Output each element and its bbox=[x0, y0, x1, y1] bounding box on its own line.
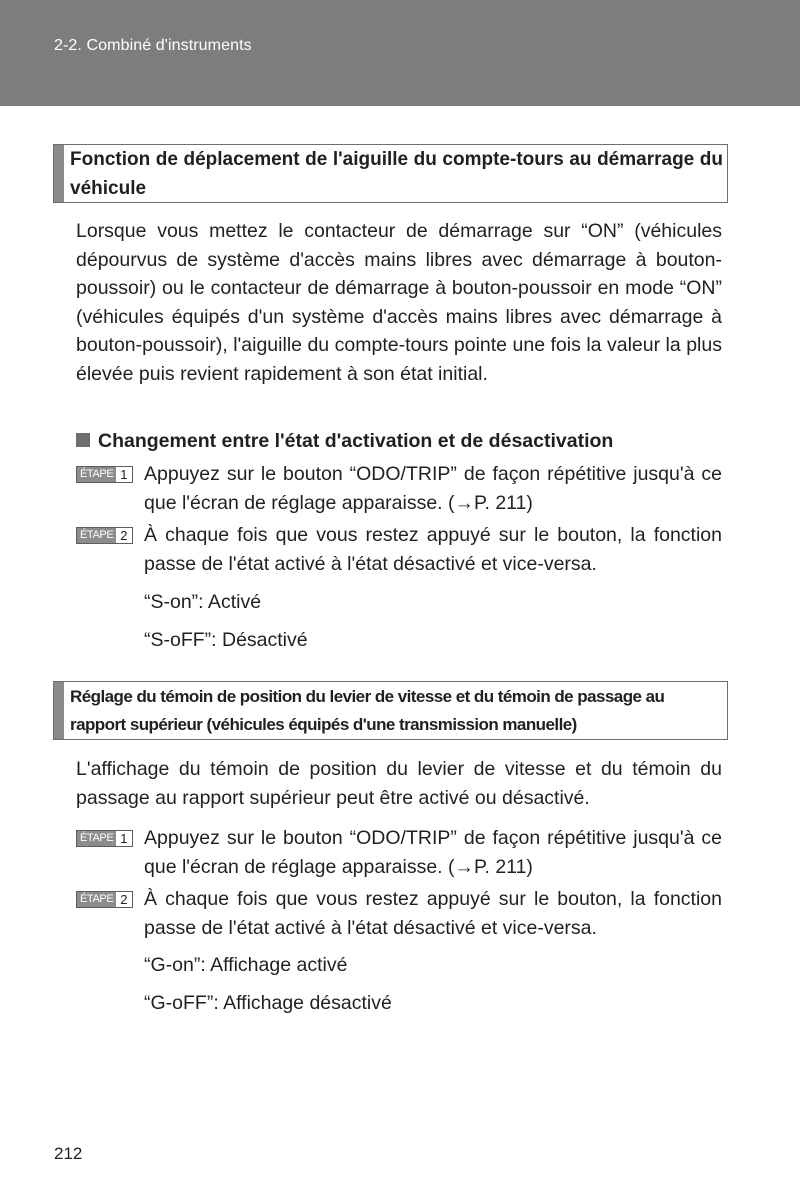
body-paragraph: Lorsque vous mettez le contacteur de démarrage sur “ON” (véhicules dépourvus de système d'accès mains libres avec démarrage à bouton-poussoir) ou le contacteur de démarrage à bouton-poussoir en mode “ON” (véhicules équipés d'un système d'accès mains libres avec démarrage à bouton-poussoir), l'aiguille du compte-tours pointe une fois la valeur la plus élevée puis revient rapidement à son état initial. bbox=[76, 220, 722, 385]
step-item bbox=[76, 824, 722, 881]
step-text: À chaque fois que vous restez appuyé sur le bouton, la fonction passe de l'état activé à l'état désactivé et vice-versa. bbox=[144, 888, 722, 939]
step-text: Appuyez sur le bouton “ODO/TRIP” de façon répétitive jusqu'à ce que l'écran de réglage apparaisse. (→P. 211) bbox=[144, 827, 722, 878]
step-badge bbox=[76, 527, 133, 544]
step-badge-label: ÉTAPE bbox=[77, 528, 116, 543]
step-badge-label: ÉTAPE bbox=[77, 831, 116, 846]
body-paragraph: L'affichage du témoin de position du levier de vitesse et du témoin du passage au rapport supérieur peut être activé ou désactivé. bbox=[76, 758, 722, 809]
heading-accent-bar bbox=[54, 682, 64, 739]
setting-option: “G-on”: Affichage activé bbox=[144, 954, 348, 976]
step-badge-label: ÉTAPE bbox=[77, 467, 116, 482]
setting-option: “S-oFF”: Désactivé bbox=[144, 629, 308, 651]
step-badge bbox=[76, 830, 133, 847]
section-heading-text: Fonction de déplacement de l'aiguille du compte-tours au démarrage du véhicule bbox=[70, 149, 723, 199]
header-band bbox=[0, 0, 800, 106]
heading-accent-bar bbox=[54, 145, 64, 202]
subheading-text: Changement entre l'état d'activation et de désactivation bbox=[98, 430, 614, 452]
page-number: 212 bbox=[54, 1144, 83, 1163]
step-item bbox=[76, 521, 722, 578]
square-bullet-icon bbox=[76, 433, 90, 447]
section-heading-tachometer bbox=[53, 144, 728, 203]
step-badge-label: ÉTAPE bbox=[77, 892, 116, 907]
step-text: À chaque fois que vous restez appuyé sur le bouton, la fonction passe de l'état activé à l'état désactivé et vice-versa. bbox=[144, 524, 722, 575]
step-badge-number: 1 bbox=[116, 467, 131, 482]
step-item bbox=[76, 460, 722, 517]
step-badge-number: 2 bbox=[116, 892, 131, 907]
step-badge-number: 1 bbox=[116, 831, 131, 846]
setting-option: “S-on”: Activé bbox=[144, 591, 262, 613]
section-heading-text: Réglage du témoin de position du levier de vitesse et du témoin de passage au rapport supérieur (véhicules équipés d'une transmission manuelle) bbox=[70, 687, 665, 734]
step-badge bbox=[76, 891, 133, 908]
step-badge-number: 2 bbox=[116, 528, 131, 543]
step-badge bbox=[76, 466, 133, 483]
section-heading-shift-indicator bbox=[53, 681, 728, 740]
setting-option: “G-oFF”: Affichage désactivé bbox=[144, 992, 392, 1014]
section-label: 2-2. Combiné d'instruments bbox=[54, 37, 252, 54]
step-text: Appuyez sur le bouton “ODO/TRIP” de façon répétitive jusqu'à ce que l'écran de réglage apparaisse. (→P. 211) bbox=[144, 463, 722, 514]
step-item bbox=[76, 885, 722, 942]
subheading bbox=[76, 427, 613, 455]
